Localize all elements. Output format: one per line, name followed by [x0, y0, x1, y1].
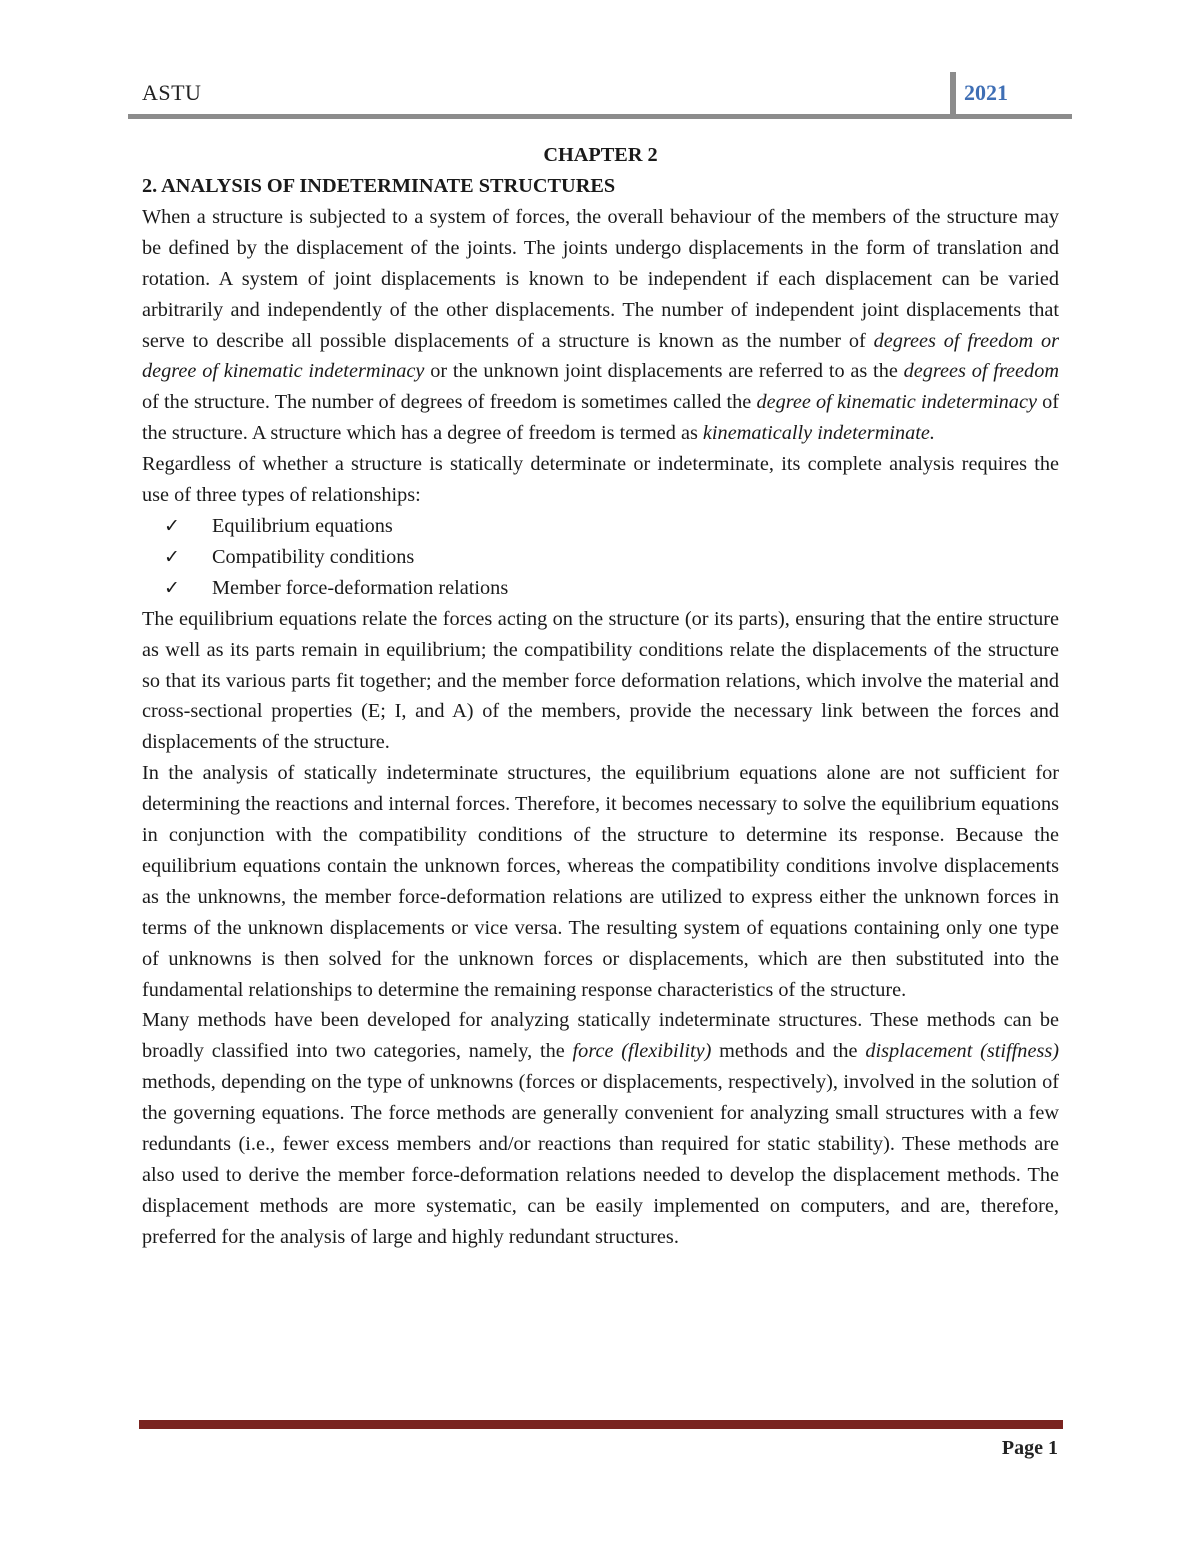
- paragraph-indeterminate-analysis: In the analysis of statically indeterminate structures, the equilibrium equations alone are not sufficient for determining the reactions and internal forces. Therefore, it becomes necessary to solve the equilibrium equations in conjunction with the compatibility conditions of the structure to determine its response. Because the equilibrium equations contain the unknown forces, whereas the compatibility conditions involve displacements as the unknowns, the member force-deformation relations are utilized to express either the unknown forces in terms of the unknown displacements or vice versa. The resulting system of equations containing only one type of unknowns is then solved for the unknown forces or displacements, which are then substituted into the fundamental relationships to determine the remaining response characteristics of the structure.: [142, 762, 1059, 1001]
- p5-italic-2: displacement (stiffness): [865, 1040, 1059, 1063]
- list-item-label: Equilibrium equations: [212, 514, 393, 537]
- p1-italic-2: degrees of freedom: [903, 360, 1059, 383]
- document-body: [142, 140, 1059, 1253]
- checkmark-icon: ✓: [164, 514, 180, 537]
- p1-text-a: When a structure is subjected to a system of forces, the overall behaviour of the members of the structure may be defined by the displacement of the joints. The joints undergo displacements in the form of translation and rotation. A system of joint displacements is known to be independent if each displacement can be varied arbitrarily and independently of the other displacements. The number of independent joint displacements that serve to describe all possible displacements of a structure is known as the number of: [142, 205, 1059, 352]
- paragraph-relationships: Regardless of whether a structure is statically determinate or indeterminate, its complete analysis requires the use of three types of relationships:: [142, 453, 1059, 507]
- header-year: 2021: [964, 80, 1008, 105]
- page-header: [128, 72, 1072, 120]
- p5-text-b: methods and the: [711, 1040, 866, 1063]
- relationship-checklist: [142, 511, 1059, 604]
- page-number: Page 1: [1001, 1437, 1058, 1459]
- checkmark-icon: ✓: [164, 545, 180, 568]
- p5-italic-1: force (flexibility): [572, 1040, 712, 1063]
- section-heading: 2. ANALYSIS OF INDETERMINATE STRUCTURES: [142, 175, 616, 197]
- header-rule: [128, 114, 1072, 119]
- paragraph-equilibrium: The equilibrium equations relate the forces acting on the structure (or its parts), ensuring that the entire structure as well as its parts remain in equilibrium; the compatibility conditions relate the displacements of the structure so that its various parts fit together; and the member force deformation relations, which involve the material and cross-sectional properties (E; I, and A) of the members, provide the necessary link between the forces and displacements of the structure.: [142, 607, 1059, 754]
- p1-text-b: or the unknown joint displacements are referred to as the: [424, 360, 904, 383]
- list-item: [164, 573, 1059, 604]
- list-item-label: Member force-deformation relations: [212, 576, 509, 599]
- paragraph-degrees-of-freedom: [142, 202, 1059, 449]
- paragraph-methods: [142, 1005, 1059, 1252]
- p5-text-c: methods, depending on the type of unknowns (forces or displacements, respectively), involved in the solution of the governing equations. The force methods are generally convenient for analyzing small structures with a few redundants (i.e., fewer excess members and/or reactions than required for static stability). These methods are also used to derive the member force-deformation relations needed to develop the displacement methods. The displacement methods are more systematic, can be easily implemented on computers, and are, therefore, preferred for the analysis of large and highly redundant structures.: [142, 1071, 1059, 1248]
- list-item-label: Compatibility conditions: [212, 545, 415, 568]
- p1-italic-1: degrees of freedom or degree of kinematic indeterminacy: [142, 329, 1059, 383]
- footer-rule: [139, 1420, 1063, 1429]
- p1-text-d: of the structure. A structure which has a degree of freedom is termed as: [142, 391, 1060, 445]
- header-divider: [950, 72, 956, 116]
- header-org-text: ASTU: [142, 80, 202, 105]
- p5-text-a: Many methods have been developed for analyzing statically indeterminate structures. These methods can be broadly classified into two categories, namely, the: [142, 1009, 1059, 1063]
- p1-italic-3: degree of kinematic indeterminacy: [756, 391, 1037, 414]
- checkmark-icon: ✓: [164, 576, 180, 599]
- list-item: [164, 542, 1059, 573]
- p1-text-c: of the structure. The number of degrees of freedom is sometimes called the: [142, 391, 757, 414]
- p1-italic-4: kinematically indeterminate.: [702, 422, 935, 445]
- chapter-heading: CHAPTER 2: [543, 144, 658, 166]
- list-item: [164, 511, 1059, 542]
